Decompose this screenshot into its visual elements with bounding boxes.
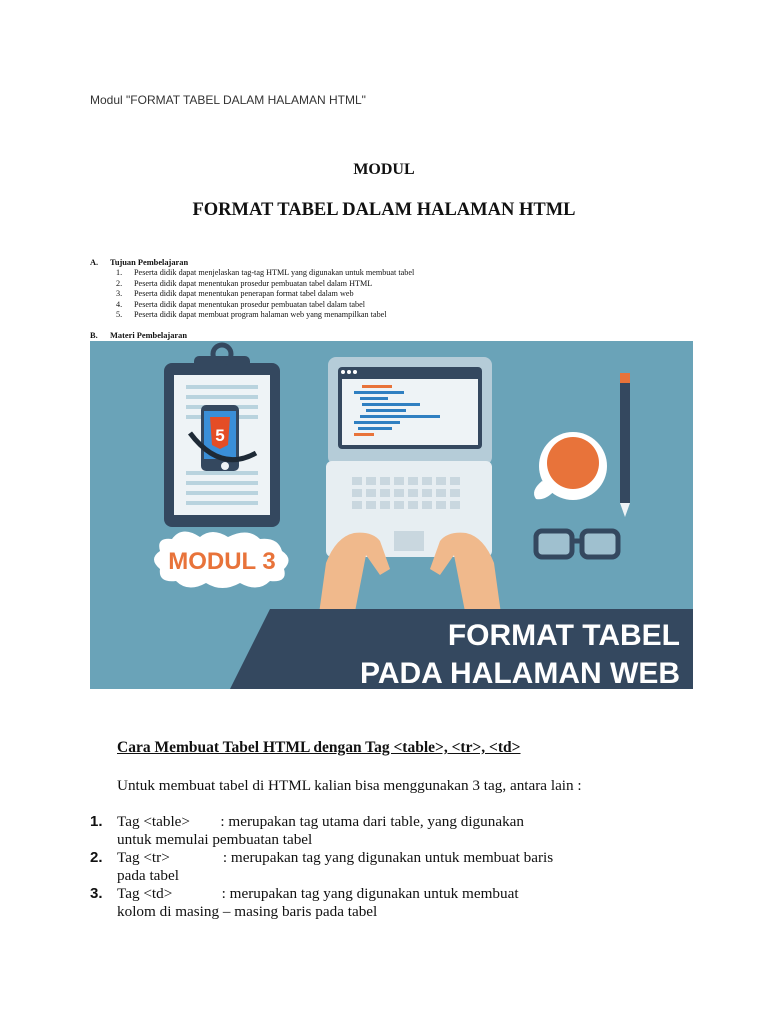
section-a-letter: A. — [90, 258, 99, 267]
list-item-number: 3. — [116, 289, 123, 298]
list-item — [90, 885, 687, 921]
list-item-line1: Tag <tr> : merupakan tag yang digunakan untuk membuat baris — [117, 849, 554, 866]
section-b-letter: B. — [90, 331, 98, 340]
badge-text: MODUL 3 — [168, 548, 276, 575]
list-item — [116, 268, 414, 279]
modul-3-badge — [154, 531, 289, 588]
list-item — [90, 849, 687, 885]
list-item — [116, 300, 414, 311]
list-item-number: 1. — [90, 813, 103, 830]
document-title-line2: FORMAT TABEL DALAM HALAMAN HTML — [192, 200, 576, 220]
list-item-line1: Tag <table> : merupakan tag utama dari table, yang digunakan — [117, 813, 525, 830]
html5-glyph: 5 — [215, 426, 225, 445]
section-b-heading — [90, 331, 187, 340]
header-note: Modul "FORMAT TABEL DALAM HALAMAN HTML" — [90, 93, 366, 107]
banner-title-line2: PADA HALAMAN WEB — [360, 657, 680, 689]
clipboard-illustration — [164, 345, 280, 527]
list-item-text: Peserta didik dapat menentukan penerapan format tabel dalam web — [134, 289, 354, 298]
list-item-number: 5. — [116, 310, 123, 319]
objectives-list — [116, 268, 414, 321]
intro-paragraph: Untuk membuat tabel di HTML kalian bisa menggunakan 3 tag, antara lain : — [117, 777, 582, 794]
list-item-text: Peserta didik dapat menentukan prosedur pembuatan tabel dalam HTML — [134, 278, 373, 288]
module-banner-image — [90, 341, 693, 689]
banner-title-line1: FORMAT TABEL — [447, 619, 680, 652]
section-subheading: Cara Membuat Tabel HTML dengan Tag <table>, <tr>, <td> — [117, 739, 521, 756]
list-item-number: 3. — [90, 885, 103, 902]
list-item-number: 2. — [116, 278, 123, 288]
section-a-title: Tujuan Pembelajaran — [110, 258, 189, 267]
list-item — [116, 279, 414, 290]
list-item — [90, 813, 687, 849]
list-item-text: Peserta didik dapat membuat program halaman web yang menampilkan tabel — [134, 310, 387, 319]
document-title-line1: MODUL — [353, 161, 415, 178]
list-item — [116, 289, 414, 300]
list-item-line2: kolom di masing – masing baris pada tabel — [117, 903, 378, 920]
list-item-line2: untuk memulai pembuatan tabel — [117, 831, 313, 848]
list-item-number: 4. — [116, 299, 123, 309]
pen-illustration — [620, 373, 630, 517]
list-item-line1: Tag <td> : merupakan tag yang digunakan untuk membuat — [117, 885, 519, 902]
list-item — [116, 310, 414, 321]
list-item-text: Peserta didik dapat menjelaskan tag-tag HTML yang digunakan untuk membuat tabel — [134, 268, 415, 277]
list-item-number: 2. — [90, 849, 103, 866]
list-item-text: Peserta didik dapat menentukan prosedur pembuatan tabel dalam tabel — [134, 299, 365, 309]
list-item-line2: pada tabel — [117, 867, 179, 884]
section-b-title: Materi Pembelajaran — [110, 331, 187, 340]
list-item-number: 1. — [116, 268, 123, 277]
section-a-heading — [90, 258, 188, 267]
